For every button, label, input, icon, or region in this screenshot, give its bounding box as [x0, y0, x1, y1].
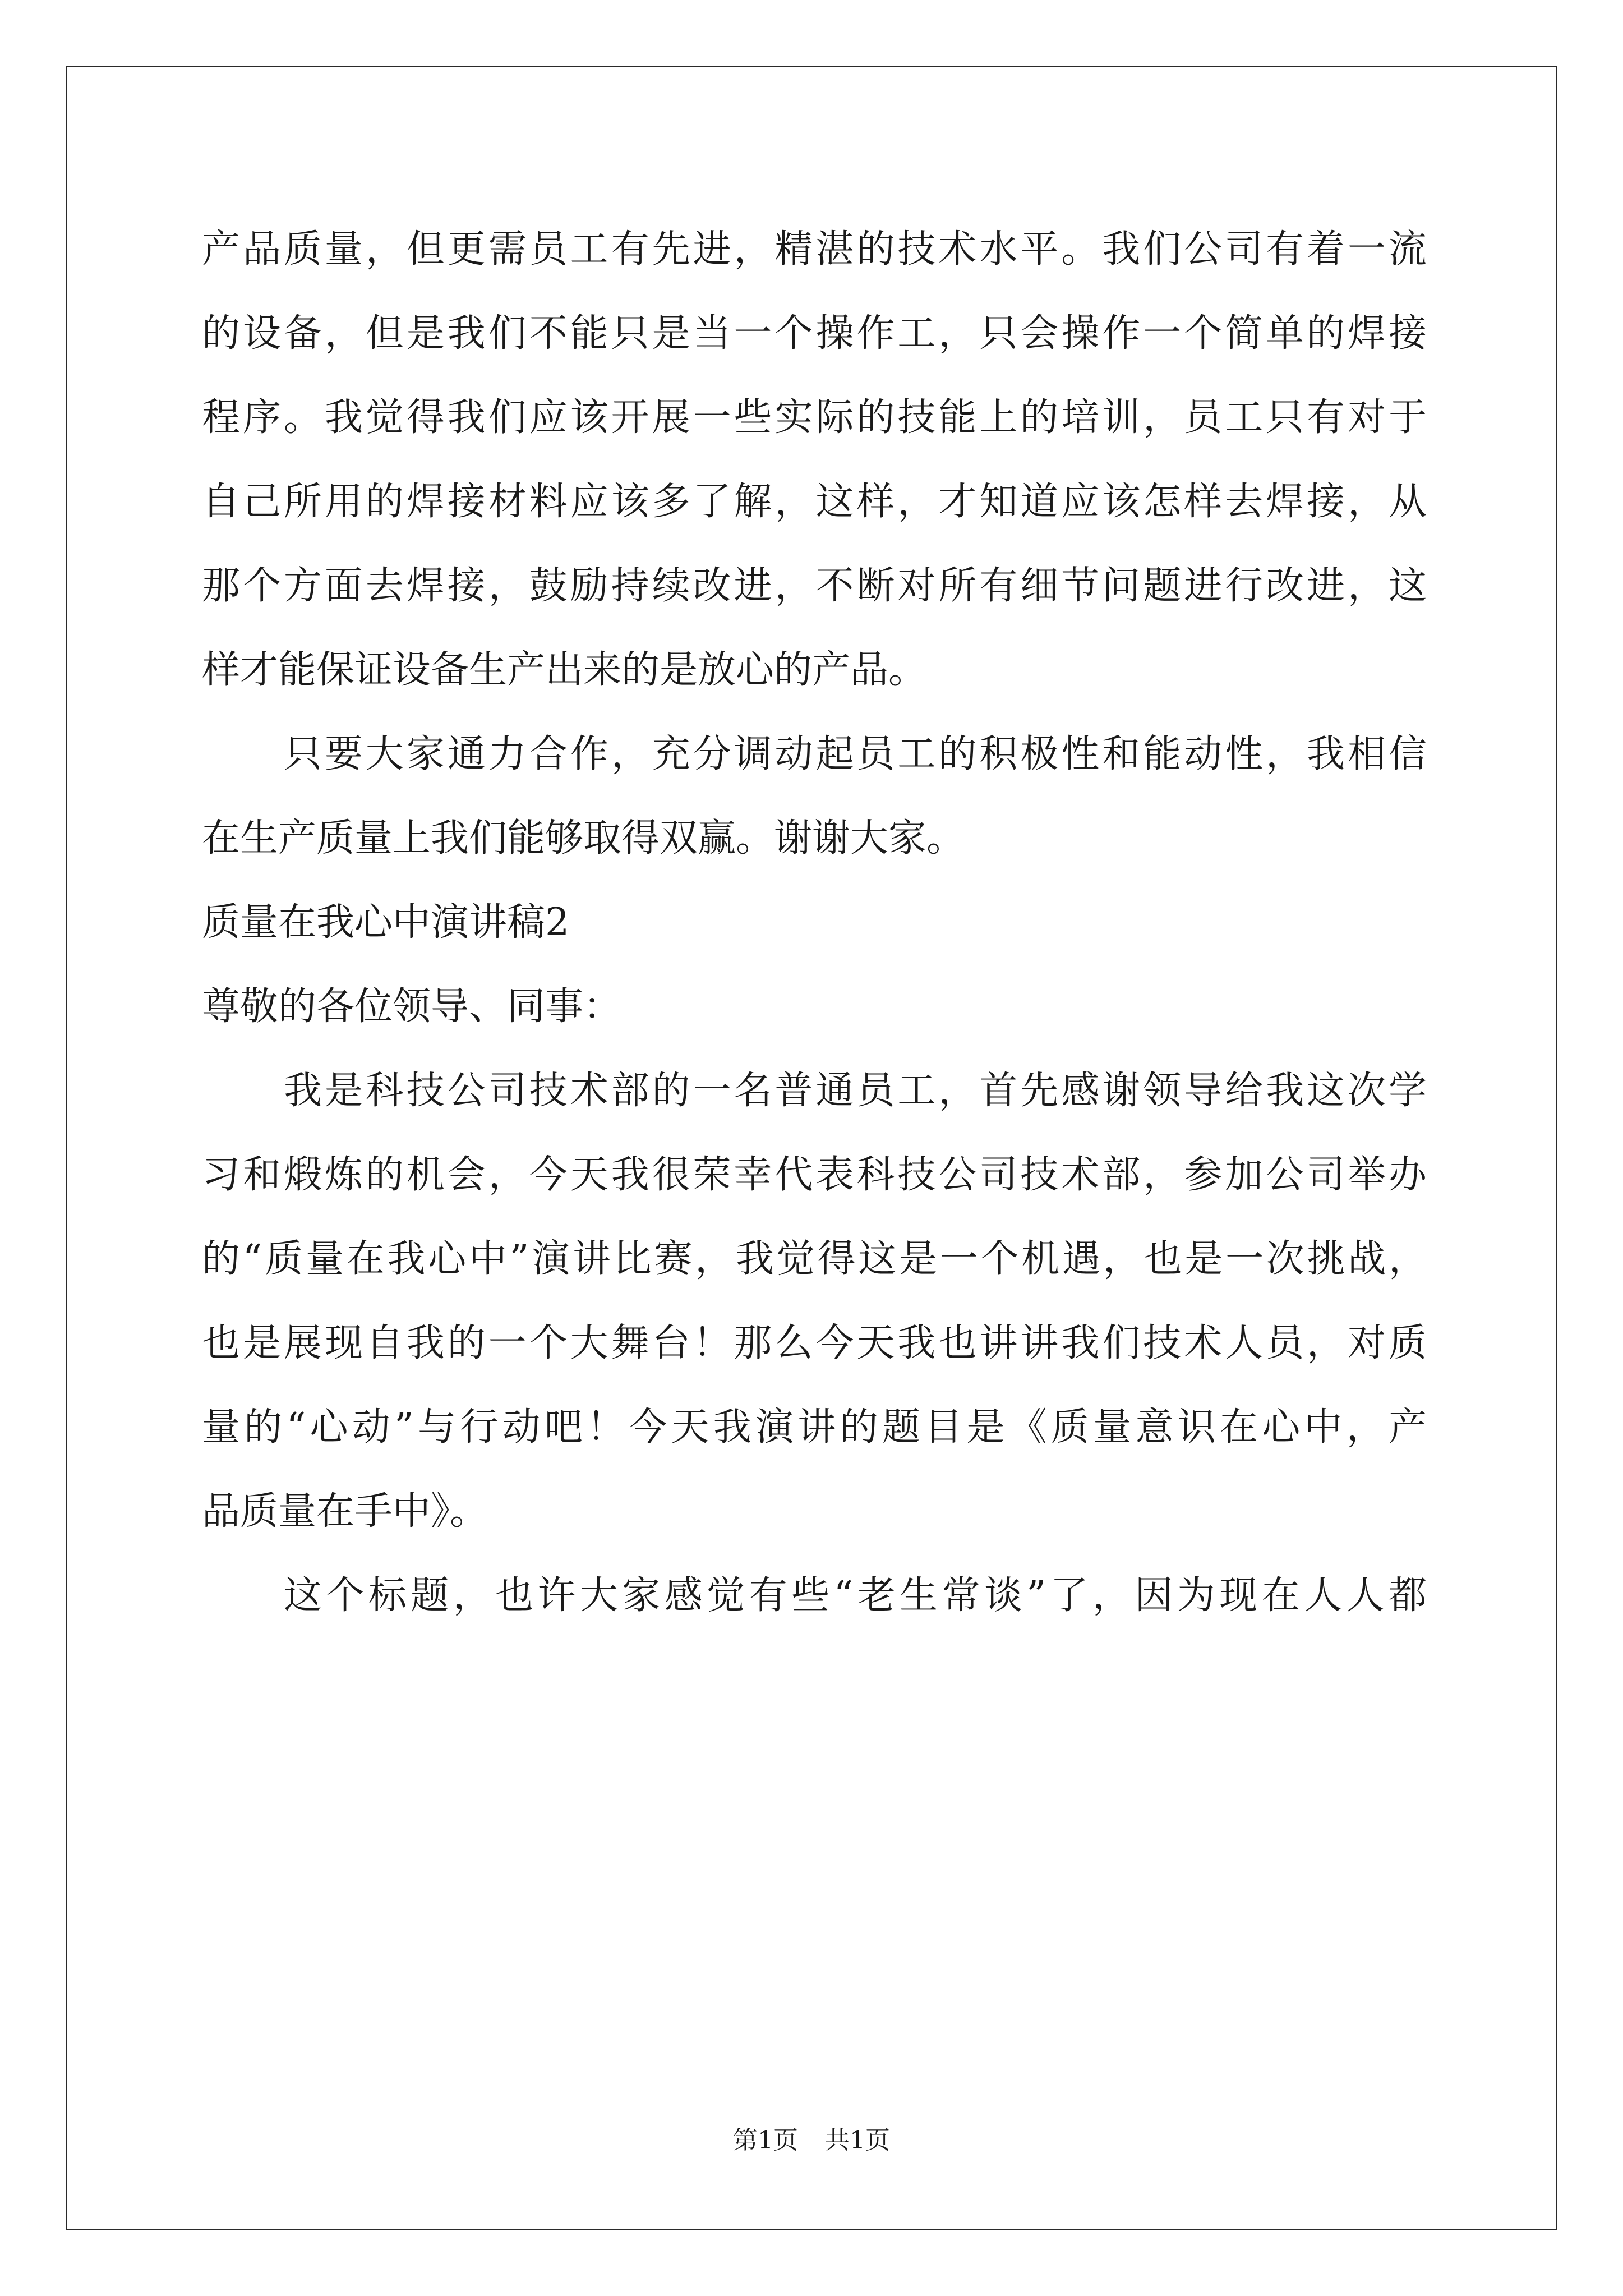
text-line: 这个标题，也许大家感觉有些“老生常谈”了，因为现在人人都: [284, 1573, 1427, 1618]
text-line: 只要大家通力合作，充分调动起员工的积极性和能动性，我相信: [284, 732, 1427, 776]
salutation: 尊敬的各位领导、同事：: [202, 984, 622, 1029]
text-line: 的“质量在我心中”演讲比赛，我觉得这是一个机遇，也是一次挑战，: [202, 1237, 1427, 1281]
text-line: 产品质量，但更需员工有先进，精湛的技术水平。我们公司有着一流: [202, 227, 1427, 272]
text-line: 习和煅炼的机会，今天我很荣幸代表科技公司技术部，参加公司举办: [202, 1153, 1427, 1197]
page-footer: [0, 2124, 1623, 2157]
text-line: 量的“心动”与行动吧！今天我演讲的题目是《质量意识在心中，产: [202, 1405, 1427, 1450]
text-line: 样才能保证设备生产出来的是放心的产品。: [202, 648, 927, 692]
document-body: [202, 208, 1427, 1638]
text-line: 那个方面去焊接，鼓励持续改进，不断对所有细节问题进行改进，这: [202, 564, 1427, 608]
text-line: 我是科技公司技术部的一名普通员工，首先感谢领导给我这次学: [284, 1069, 1427, 1113]
text-line: 程序。我觉得我们应该开展一些实际的技能上的培训，员工只有对于: [202, 395, 1427, 440]
page-number: 第1页: [733, 2126, 798, 2155]
text-line: 的设备，但是我们不能只是当一个操作工，只会操作一个简单的焊接: [202, 311, 1427, 356]
text-line: 自己所用的焊接材料应该多了解，这样，才知道应该怎样去焊接，从: [202, 480, 1427, 524]
section-heading: 质量在我心中演讲稿2: [202, 900, 570, 945]
page-total: 共1页: [825, 2126, 890, 2155]
text-line: 品质量在手中》。: [202, 1489, 488, 1534]
text-line: 在生产质量上我们能够取得双赢。谢谢大家。: [202, 816, 965, 861]
text-line: 也是展现自我的一个大舞台！那么今天我也讲讲我们技术人员，对质: [202, 1321, 1427, 1365]
